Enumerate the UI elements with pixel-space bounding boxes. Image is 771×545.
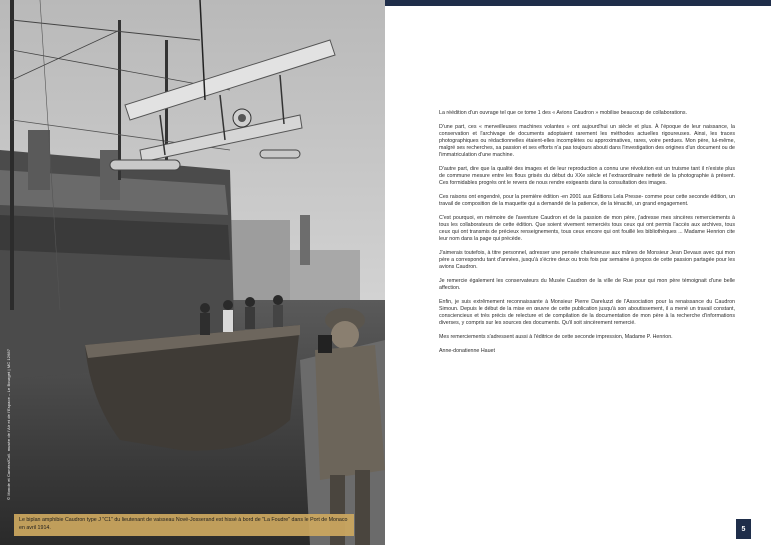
text-page xyxy=(385,0,771,545)
photo-page xyxy=(0,0,385,545)
header-band xyxy=(385,0,771,6)
photo-credit: © Monde et Caméra/Coll. musée de l'Air et de l'Espace – Le Bourget | MC 12687 xyxy=(6,348,11,500)
paragraph: C'est pourquoi, en mémoire de l'aventure Caudron et de la passion de mon père, j'adresse mes sincères remerciements à tous les collaborateurs de cette édition. Que soient vivement remerciés tous ceux qui ont permis l'accès aux archives, tous ceux qui ont transmis de précieux renseignements, tous ceux encore qui ont fouillé les bibliothèques ... Madame Henrion cite leur nom dans la page qui précède. xyxy=(439,214,735,243)
preface-body xyxy=(439,110,735,361)
paragraph: D'autre part, dire que la qualité des images et de leur reproduction a connu une révolution est un truisme tant il n'existe plus de commune mesure entre les flous grisés du début du XXe siècle et l'extraordinaire netteté de la photographie à présent. Ces formidables progrès ont le revers de nous rendre exigeants dans la consultation des images. xyxy=(439,166,735,187)
photo-caption-box xyxy=(14,514,354,536)
paragraph: Je remercie également les conservateurs du Musée Caudron de la ville de Rue pour qui mon père témoignait d'une belle affection. xyxy=(439,278,735,292)
paragraph: D'une part, ces « merveilleuses machines volantes » ont aujourd'hui un siècle et plus. À l'époque de leur naissance, la conservation et l'archivage de documents adoptaient rarement les méthodes actuelles rigoureuses. Ainsi, les traces photographiques ou rédactionnelles étaient-elles incomplètes ou approximatives, rares, voire perdues. Mon père, lui-même, malgré ses recherches, sa passion et ses efforts n'a pas toujours abouti dans l'investigation des origines d'un document ou de l'immatriculation d'une machine. xyxy=(439,123,735,159)
paragraph: J'aimerais toutefois, à titre personnel, adresser une pensée chaleureuse aux mânes de Monsieur Jean Devaux avec qui mon père a correspondu tant d'années, jusqu'à s'écrire deux ou trois fois par semaine à propos de cette passion partagée pour les avions Caudron. xyxy=(439,250,735,271)
signature: Anne-donatienne Hauet xyxy=(439,347,495,354)
page-number: 5 xyxy=(736,519,751,539)
paragraph: La réédition d'un ouvrage tel que ce tome 1 des « Avions Caudron » mobilise beaucoup de collaborations. xyxy=(439,110,687,116)
photo-caption: Le biplan amphibie Caudron type J "C1" du lieutenant de vaisseau Nové-Josserand est hissé à bord de "La Foudre" dans le Port de Monaco en avril 1914. xyxy=(19,517,348,531)
paragraph: Ces raisons ont engendré, pour la première édition -en 2001 aux Éditions Lela Presse- comme pour cette seconde édition, un travail de composition de la maquette qui a demandé de la patience, de la ténacité, un grand engagement. xyxy=(439,194,735,208)
paragraph: Enfin, je suis extrêmement reconnaissante à Monsieur Pierre Dareluzzi de l'Association pour la renaissance du Caudron Simoun. Depuis le début de la mise en œuvre de cette publication jusqu'à son aboutissement, il a mené un travail constant, consciencieux et très précis de relecture et de compilation de la documentation de mon père à la recherche d'informations diverses, y compris sur les sources des documents. Qu'il soit sincèrement remercié. xyxy=(439,298,735,327)
paragraph: Mes remerciements s'adressent aussi à l'éditrice de cette seconde impression, Madame P. Henrion. xyxy=(439,334,673,340)
historic-photo xyxy=(0,0,385,545)
